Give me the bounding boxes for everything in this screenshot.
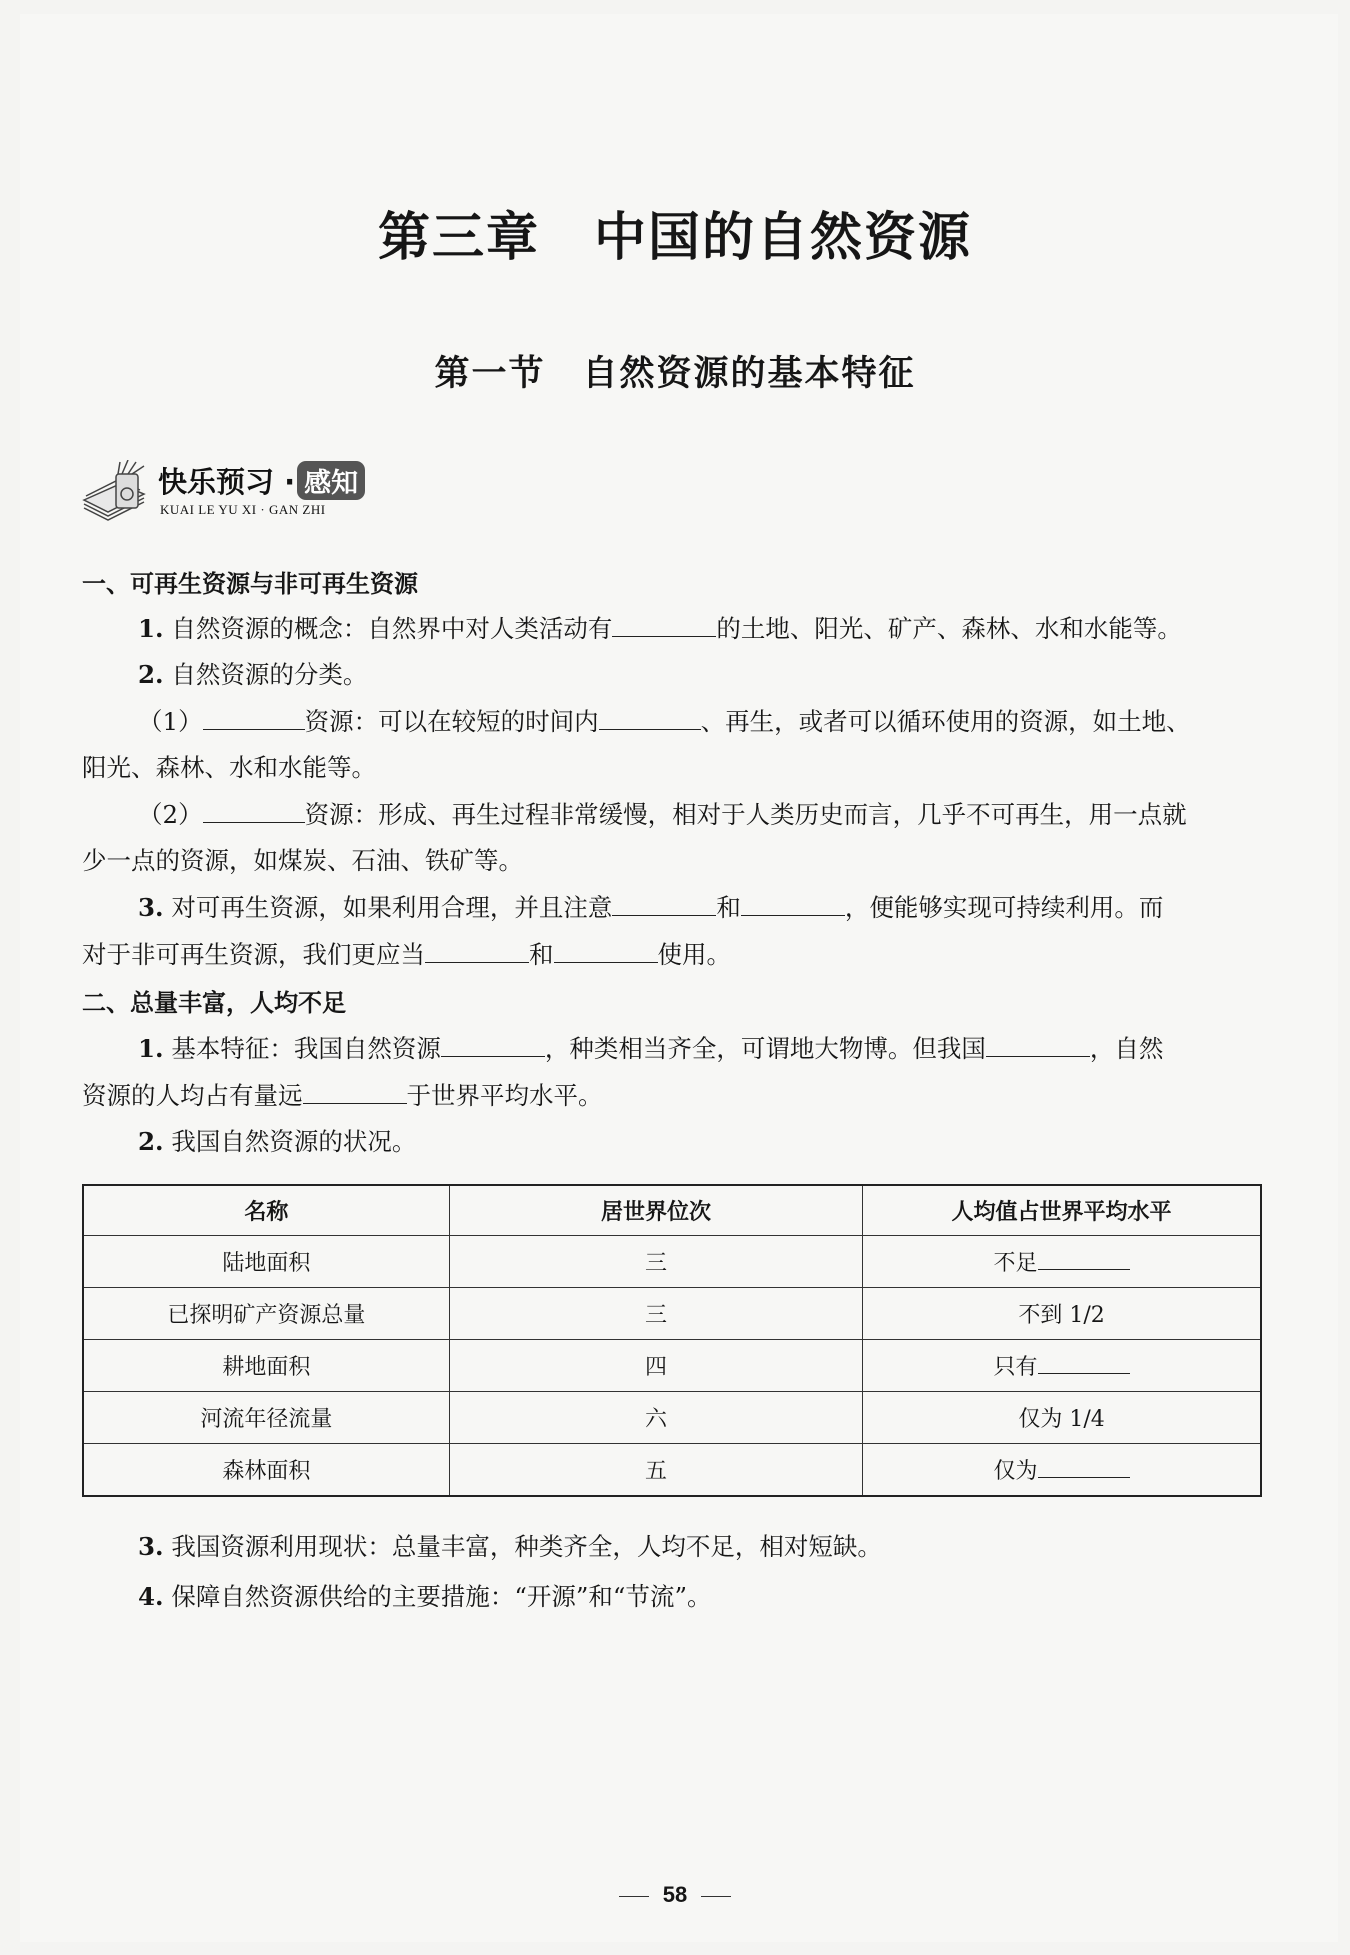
q-text: 基本特征：我国自然资源 [163, 1034, 441, 1063]
part2-heading: 二、总量丰富，人均不足 [82, 989, 346, 1017]
part2-q4 [138, 1578, 711, 1613]
page-number-footer [0, 1882, 1350, 1908]
q-text: 对可再生资源，如果利用合理，并且注意 [163, 893, 613, 922]
section-title: 第一节 自然资源的基本特征 [434, 354, 916, 394]
answer-blank[interactable] [554, 940, 658, 963]
answer-blank[interactable] [612, 893, 716, 916]
answer-blank[interactable] [203, 707, 305, 730]
page-sheet [20, 14, 1338, 1942]
table-cell: 陆地面积 [83, 1236, 449, 1288]
table-header-row [83, 1185, 1261, 1236]
answer-blank[interactable] [203, 800, 305, 823]
q-text: 于世界平均水平。 [406, 1081, 603, 1110]
banner-title [158, 460, 365, 501]
table-cell: 河流年径流量 [83, 1392, 449, 1444]
table-header: 居世界位次 [449, 1185, 862, 1236]
q-text: 和 [716, 893, 741, 922]
part2-q2 [138, 1123, 416, 1158]
part1-q2-1-cont: 阳光、森林、水和水能等。 [82, 753, 376, 782]
table-cell: 四 [449, 1340, 862, 1392]
answer-blank[interactable] [1038, 1251, 1130, 1270]
answer-blank[interactable] [599, 707, 701, 730]
table-header: 人均值占世界平均水平 [863, 1185, 1261, 1236]
q-number: 1. [138, 1034, 164, 1063]
table-cell: 耕地面积 [83, 1340, 449, 1392]
cell-text: 不足 [993, 1251, 1038, 1276]
q-text: 使用。 [657, 940, 731, 969]
q-text: 保障自然资源供给的主要措施：“开源”和“节流”。 [163, 1582, 712, 1611]
answer-blank[interactable] [741, 893, 845, 916]
q-text: 、再生，或者可以循环使用的资源，如土地、 [700, 707, 1191, 736]
q-text: ，自然 [1089, 1034, 1164, 1063]
banner-tag: 感知 [297, 461, 365, 500]
table-cell: 六 [449, 1392, 862, 1444]
item-label: （2） [138, 800, 203, 829]
table-cell [863, 1340, 1261, 1392]
table-cell: 森林面积 [83, 1444, 449, 1497]
part1-q2-1 [138, 703, 1191, 738]
q-text: 资源：可以在较短的时间内 [304, 707, 599, 736]
preview-banner [82, 460, 412, 525]
cell-text: 只有 [993, 1355, 1038, 1380]
q-text: ，种类相当齐全，可谓地大物博。但我国 [544, 1034, 986, 1063]
part1-q1 [138, 610, 1182, 645]
part2-q1-cont [82, 1077, 603, 1112]
q-number: 2. [138, 1127, 164, 1156]
q-text: 自然资源的概念：自然界中对人类活动有 [163, 614, 613, 643]
answer-blank[interactable] [441, 1034, 545, 1057]
answer-blank[interactable] [1038, 1459, 1130, 1478]
q-number: 4. [138, 1582, 164, 1611]
q-text: 和 [529, 940, 554, 969]
footer-dash [701, 1896, 731, 1897]
answer-blank[interactable] [425, 940, 529, 963]
table-row [83, 1444, 1261, 1497]
part1-q3-cont [82, 936, 731, 971]
books-pencil-icon [82, 460, 162, 524]
item-label: （1） [138, 707, 203, 736]
table-cell: 三 [449, 1236, 862, 1288]
table-row [83, 1340, 1261, 1392]
part2-q3 [138, 1528, 882, 1563]
answer-blank[interactable] [612, 614, 716, 637]
cell-text: 仅为 [993, 1459, 1038, 1484]
table-cell: 三 [449, 1288, 862, 1340]
part1-q3 [138, 889, 1163, 924]
table-row [83, 1392, 1261, 1444]
q-text: 资源：形成、再生过程非常缓慢，相对于人类历史而言，几乎不可再生，用一点就 [304, 800, 1187, 829]
part1-q2-2-cont: 少一点的资源，如煤炭、石油、铁矿等。 [82, 846, 523, 875]
footer-dash [619, 1896, 649, 1897]
q-number: 3. [138, 893, 164, 922]
table-header: 名称 [83, 1185, 449, 1236]
table-cell: 已探明矿产资源总量 [83, 1288, 449, 1340]
q-number: 2. [138, 660, 164, 689]
answer-blank[interactable] [303, 1081, 407, 1104]
answer-blank[interactable] [986, 1034, 1090, 1057]
chapter-title: 第三章 中国的自然资源 [377, 207, 972, 268]
page-number: 58 [662, 1882, 688, 1907]
banner-subtitle: KUAI LE YU XI · GAN ZHI [160, 502, 326, 517]
table-cell: 五 [449, 1444, 862, 1497]
part1-q2-2 [138, 796, 1187, 831]
table-cell: 不到 1/2 [863, 1288, 1261, 1340]
q-text: 我国资源利用现状：总量丰富，种类齐全，人均不足，相对短缺。 [163, 1532, 882, 1561]
q-text: 自然资源的分类。 [163, 660, 368, 689]
q-number: 1. [138, 614, 164, 643]
resource-table [82, 1184, 1262, 1497]
part1-heading: 一、可再生资源与非可再生资源 [82, 570, 418, 598]
q-text: 的土地、阳光、矿产、森林、水和水能等。 [716, 614, 1182, 643]
part2-q1 [138, 1030, 1163, 1065]
table-cell: 仅为 1/4 [863, 1392, 1261, 1444]
table-row [83, 1288, 1261, 1340]
answer-blank[interactable] [1038, 1355, 1130, 1374]
q-text: 资源的人均占有量远 [82, 1081, 303, 1110]
table-cell [863, 1236, 1261, 1288]
part1-q2 [138, 656, 367, 691]
table-row [83, 1236, 1261, 1288]
q-text: 我国自然资源的状况。 [163, 1127, 417, 1156]
table-cell [863, 1444, 1261, 1497]
banner-title-cn: 快乐预习 · [158, 465, 296, 499]
q-text: ，便能够实现可持续利用。而 [844, 893, 1164, 922]
q-number: 3. [138, 1532, 164, 1561]
q-text: 对于非可再生资源，我们更应当 [82, 940, 425, 969]
